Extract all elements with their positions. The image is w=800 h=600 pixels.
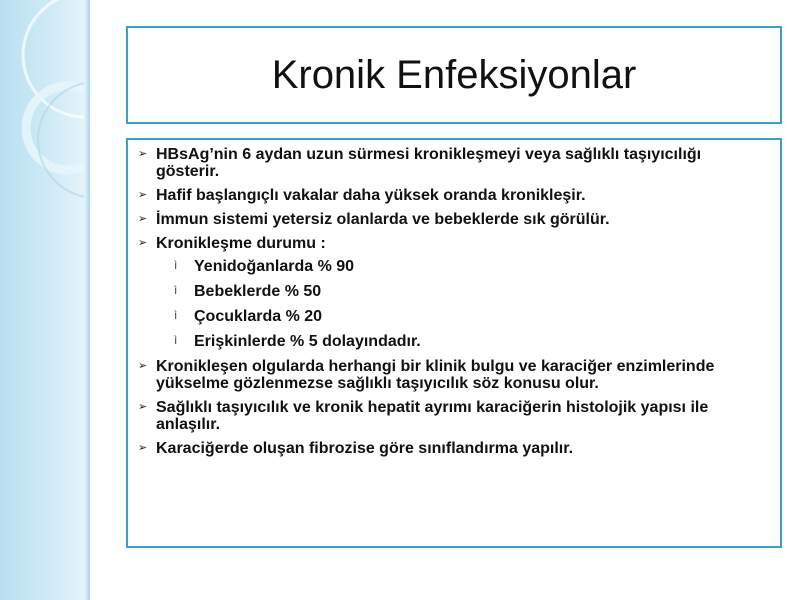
decorative-side-strip — [0, 0, 90, 600]
bullet-item — [138, 399, 766, 433]
arrow-right-icon: ➢ — [138, 189, 148, 201]
sub-bullet-icon: ì — [174, 333, 178, 347]
bullet-item — [138, 146, 766, 180]
deco-circle-3 — [38, 82, 90, 198]
bullet-item — [138, 235, 766, 350]
sub-bullet-icon: ì — [174, 258, 178, 272]
sub-bullet-item — [174, 333, 766, 350]
decorative-circles — [0, 0, 90, 600]
bullet-text: HBsAg’nin 6 aydan uzun sürmesi kronikleşmeyi veya sağlıklı taşıyıcılığı gösterir. — [156, 146, 702, 180]
sub-bullet-icon: ì — [174, 308, 178, 322]
sub-bullet-item — [174, 308, 766, 325]
arrow-right-icon: ➢ — [138, 401, 148, 413]
content-box — [126, 138, 782, 548]
bullet-item — [138, 440, 766, 457]
bullet-item — [138, 211, 766, 228]
sub-bullet-icon: ì — [174, 283, 178, 297]
title-box — [126, 26, 782, 124]
arrow-right-icon: ➢ — [138, 360, 148, 372]
sub-bullet-list — [156, 258, 766, 350]
sub-bullet-text: Yenidoğanlarda % 90 — [194, 258, 355, 275]
bullet-item — [138, 358, 766, 392]
arrow-right-icon: ➢ — [138, 213, 148, 225]
bullet-text: Hafif başlangıçlı vakalar daha yüksek oranda kronikleşir. — [156, 187, 586, 204]
deco-circle-2 — [26, 86, 90, 170]
bullet-text: Karaciğerde oluşan fibrozise göre sınıflandırma yapılır. — [156, 440, 574, 457]
arrow-right-icon: ➢ — [138, 148, 148, 160]
sub-bullet-item — [174, 258, 766, 275]
bullet-list — [138, 146, 766, 457]
slide-title: Kronik Enfeksiyonlar — [271, 52, 637, 97]
bullet-text: Kronikleşme durumu : — [156, 235, 326, 252]
sub-bullet-text: Çocuklarda % 20 — [194, 308, 323, 325]
bullet-text: Sağlıklı taşıyıcılık ve kronik hepatit ayrımı karaciğerin histolojik yapısı ile anlaşılır. — [156, 399, 709, 433]
bullet-item — [138, 187, 766, 204]
sub-bullet-text: Erişkinlerde % 5 dolayındadır. — [194, 333, 421, 350]
sub-bullet-item — [174, 283, 766, 300]
arrow-right-icon: ➢ — [138, 442, 148, 454]
arrow-right-icon: ➢ — [138, 237, 148, 249]
bullet-text: İmmun sistemi yetersiz olanlarda ve bebeklerde sık görülür. — [156, 211, 610, 228]
strip-edge — [84, 0, 90, 600]
bullet-text: Kronikleşen olgularda herhangi bir klinik bulgu ve karaciğer enzimlerinde yükselme gözlenmezse sağlıklı taşıyıcılık söz konusu olur. — [156, 358, 715, 392]
sub-bullet-text: Bebeklerde % 50 — [194, 283, 322, 300]
